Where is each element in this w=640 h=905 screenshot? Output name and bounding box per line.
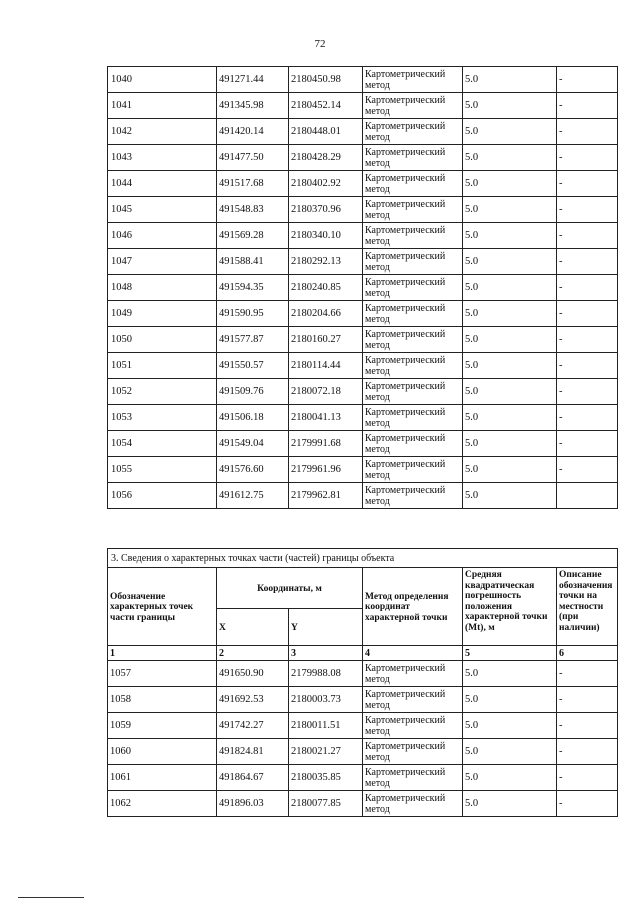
coord-y-cell: 2180072.18	[289, 379, 363, 405]
point-id-cell: 1052	[108, 379, 217, 405]
method-cell: Картометрический метод	[363, 431, 463, 457]
section-title: 3. Сведения о характерных точках части (частей) границы объекта	[108, 549, 618, 568]
table-row	[108, 379, 618, 405]
coord-y-cell: 2179988.08	[289, 661, 363, 687]
accuracy-cell: 5.0	[463, 457, 557, 483]
coord-x-cell: 491650.90	[217, 661, 289, 687]
accuracy-cell: 5.0	[463, 67, 557, 93]
table-row	[108, 223, 618, 249]
description-cell: -	[557, 327, 618, 353]
coord-x-cell: 491271.44	[217, 67, 289, 93]
table-row	[108, 687, 618, 713]
coord-y-cell: 2180160.27	[289, 327, 363, 353]
method-cell: Картометрический метод	[363, 93, 463, 119]
accuracy-cell: 5.0	[463, 301, 557, 327]
coord-x-cell: 491576.60	[217, 457, 289, 483]
point-id-cell: 1041	[108, 93, 217, 119]
table-row	[108, 483, 618, 509]
accuracy-cell: 5.0	[463, 713, 557, 739]
coord-y-cell: 2180021.27	[289, 739, 363, 765]
table-row	[108, 249, 618, 275]
column-number: 4	[363, 646, 463, 661]
coord-x-cell: 491742.27	[217, 713, 289, 739]
column-number: 3	[289, 646, 363, 661]
table-row	[108, 405, 618, 431]
method-cell: Картометрический метод	[363, 379, 463, 405]
coord-x-cell: 491594.35	[217, 275, 289, 301]
point-id-cell: 1042	[108, 119, 217, 145]
coord-x-cell: 491864.67	[217, 765, 289, 791]
accuracy-cell: 5.0	[463, 197, 557, 223]
boundary-points-table	[107, 66, 618, 509]
accuracy-cell: 5.0	[463, 353, 557, 379]
method-cell: Картометрический метод	[363, 353, 463, 379]
header-coordinates: Координаты, м	[217, 568, 363, 609]
accuracy-cell: 5.0	[463, 93, 557, 119]
coord-y-cell: 2179991.68	[289, 431, 363, 457]
point-id-cell: 1049	[108, 301, 217, 327]
method-cell: Картометрический метод	[363, 171, 463, 197]
part-boundary-points-body	[108, 549, 618, 817]
table-row	[108, 791, 618, 817]
description-cell: -	[557, 791, 618, 817]
accuracy-cell: 5.0	[463, 431, 557, 457]
header-accuracy: Средняя квадратическая погрешность положения характерной точки (Mt), м	[463, 568, 557, 646]
table-row	[108, 197, 618, 223]
method-cell: Картометрический метод	[363, 739, 463, 765]
table-row	[108, 119, 618, 145]
coord-y-cell: 2180204.66	[289, 301, 363, 327]
accuracy-cell: 5.0	[463, 405, 557, 431]
description-cell: -	[557, 275, 618, 301]
description-cell: -	[557, 353, 618, 379]
accuracy-cell: 5.0	[463, 765, 557, 791]
accuracy-cell: 5.0	[463, 739, 557, 765]
point-id-cell: 1047	[108, 249, 217, 275]
description-cell: -	[557, 379, 618, 405]
point-id-cell: 1043	[108, 145, 217, 171]
coord-y-cell: 2180292.13	[289, 249, 363, 275]
point-id-cell: 1059	[108, 713, 217, 739]
method-cell: Картометрический метод	[363, 327, 463, 353]
header-row-1	[108, 568, 618, 609]
coord-x-cell: 491569.28	[217, 223, 289, 249]
accuracy-cell: 5.0	[463, 223, 557, 249]
header-description: Описание обозначения точки на местности (при наличии)	[557, 568, 618, 646]
description-cell: -	[557, 119, 618, 145]
header-y: Y	[289, 609, 363, 646]
point-id-cell: 1046	[108, 223, 217, 249]
point-id-cell: 1055	[108, 457, 217, 483]
method-cell: Картометрический метод	[363, 197, 463, 223]
point-id-cell: 1057	[108, 661, 217, 687]
table-row	[108, 93, 618, 119]
accuracy-cell: 5.0	[463, 119, 557, 145]
coord-y-cell: 2180450.98	[289, 67, 363, 93]
description-cell: -	[557, 661, 618, 687]
description-cell: -	[557, 67, 618, 93]
method-cell: Картометрический метод	[363, 661, 463, 687]
method-cell: Картометрический метод	[363, 457, 463, 483]
coord-x-cell: 491824.81	[217, 739, 289, 765]
table-row	[108, 145, 618, 171]
point-id-cell: 1054	[108, 431, 217, 457]
point-id-cell: 1062	[108, 791, 217, 817]
column-number: 1	[108, 646, 217, 661]
table-row	[108, 327, 618, 353]
boundary-points-body	[108, 67, 618, 509]
description-cell: -	[557, 249, 618, 275]
point-id-cell: 1045	[108, 197, 217, 223]
table-row	[108, 275, 618, 301]
description-cell: -	[557, 223, 618, 249]
point-id-cell: 1056	[108, 483, 217, 509]
method-cell: Картометрический метод	[363, 301, 463, 327]
description-cell: -	[557, 687, 618, 713]
point-id-cell: 1051	[108, 353, 217, 379]
header-x: X	[217, 609, 289, 646]
description-cell: -	[557, 145, 618, 171]
coord-x-cell: 491517.68	[217, 171, 289, 197]
method-cell: Картометрический метод	[363, 791, 463, 817]
part-boundary-points-table	[107, 548, 618, 817]
accuracy-cell: 5.0	[463, 379, 557, 405]
coord-x-cell: 491509.76	[217, 379, 289, 405]
method-cell: Картометрический метод	[363, 67, 463, 93]
point-id-cell: 1060	[108, 739, 217, 765]
point-id-cell: 1058	[108, 687, 217, 713]
accuracy-cell: 5.0	[463, 249, 557, 275]
coord-y-cell: 2180011.51	[289, 713, 363, 739]
description-cell: -	[557, 93, 618, 119]
coord-y-cell: 2180003.73	[289, 687, 363, 713]
coord-y-cell: 2179961.96	[289, 457, 363, 483]
coord-x-cell: 491550.57	[217, 353, 289, 379]
section-title-row	[108, 549, 618, 568]
method-cell: Картометрический метод	[363, 249, 463, 275]
table-row	[108, 457, 618, 483]
coord-y-cell: 2180428.29	[289, 145, 363, 171]
point-id-cell: 1050	[108, 327, 217, 353]
method-cell: Картометрический метод	[363, 223, 463, 249]
coord-x-cell: 491692.53	[217, 687, 289, 713]
header-designation: Обозначение характерных точек части границы	[108, 568, 217, 646]
description-cell: -	[557, 197, 618, 223]
method-cell: Картометрический метод	[363, 405, 463, 431]
method-cell: Картометрический метод	[363, 687, 463, 713]
coord-y-cell: 2179962.81	[289, 483, 363, 509]
point-id-cell: 1053	[108, 405, 217, 431]
method-cell: Картометрический метод	[363, 713, 463, 739]
coord-y-cell: 2180370.96	[289, 197, 363, 223]
coord-x-cell: 491612.75	[217, 483, 289, 509]
accuracy-cell: 5.0	[463, 687, 557, 713]
point-id-cell: 1040	[108, 67, 217, 93]
coord-y-cell: 2180077.85	[289, 791, 363, 817]
description-cell: -	[557, 457, 618, 483]
accuracy-cell: 5.0	[463, 661, 557, 687]
point-id-cell: 1061	[108, 765, 217, 791]
coord-x-cell: 491590.95	[217, 301, 289, 327]
coord-y-cell: 2180452.14	[289, 93, 363, 119]
coord-y-cell: 2180402.92	[289, 171, 363, 197]
accuracy-cell: 5.0	[463, 145, 557, 171]
table-row	[108, 67, 618, 93]
point-id-cell: 1044	[108, 171, 217, 197]
coord-y-cell: 2180114.44	[289, 353, 363, 379]
coord-x-cell: 491588.41	[217, 249, 289, 275]
coord-x-cell: 491345.98	[217, 93, 289, 119]
accuracy-cell: 5.0	[463, 791, 557, 817]
coord-x-cell: 491896.03	[217, 791, 289, 817]
column-number: 2	[217, 646, 289, 661]
method-cell: Картометрический метод	[363, 275, 463, 301]
coord-x-cell: 491420.14	[217, 119, 289, 145]
coord-x-cell: 491549.04	[217, 431, 289, 457]
table-row	[108, 661, 618, 687]
table-row	[108, 301, 618, 327]
method-cell: Картометрический метод	[363, 119, 463, 145]
table-row	[108, 431, 618, 457]
description-cell: -	[557, 431, 618, 457]
method-cell: Картометрический метод	[363, 765, 463, 791]
coord-y-cell: 2180041.13	[289, 405, 363, 431]
coord-y-cell: 2180035.85	[289, 765, 363, 791]
coord-y-cell: 2180448.01	[289, 119, 363, 145]
description-cell: -	[557, 713, 618, 739]
description-cell: -	[557, 765, 618, 791]
description-cell: -	[557, 405, 618, 431]
coord-x-cell: 491577.87	[217, 327, 289, 353]
accuracy-cell: 5.0	[463, 327, 557, 353]
coord-x-cell: 491506.18	[217, 405, 289, 431]
coord-x-cell: 491477.50	[217, 145, 289, 171]
table-row	[108, 171, 618, 197]
table-row	[108, 713, 618, 739]
accuracy-cell: 5.0	[463, 483, 557, 509]
point-id-cell: 1048	[108, 275, 217, 301]
coord-x-cell: 491548.83	[217, 197, 289, 223]
header-method: Метод определения координат характерной точки	[363, 568, 463, 646]
footnote-rule	[18, 897, 84, 898]
page-number: 72	[314, 38, 326, 50]
column-number: 5	[463, 646, 557, 661]
table-row	[108, 353, 618, 379]
description-cell: -	[557, 739, 618, 765]
column-numbers-row	[108, 646, 618, 661]
column-number: 6	[557, 646, 618, 661]
accuracy-cell: 5.0	[463, 275, 557, 301]
method-cell: Картометрический метод	[363, 145, 463, 171]
table-row	[108, 765, 618, 791]
coord-y-cell: 2180340.10	[289, 223, 363, 249]
description-cell: -	[557, 171, 618, 197]
method-cell: Картометрический метод	[363, 483, 463, 509]
description-cell	[557, 483, 618, 509]
table-row	[108, 739, 618, 765]
coord-y-cell: 2180240.85	[289, 275, 363, 301]
description-cell: -	[557, 301, 618, 327]
accuracy-cell: 5.0	[463, 171, 557, 197]
